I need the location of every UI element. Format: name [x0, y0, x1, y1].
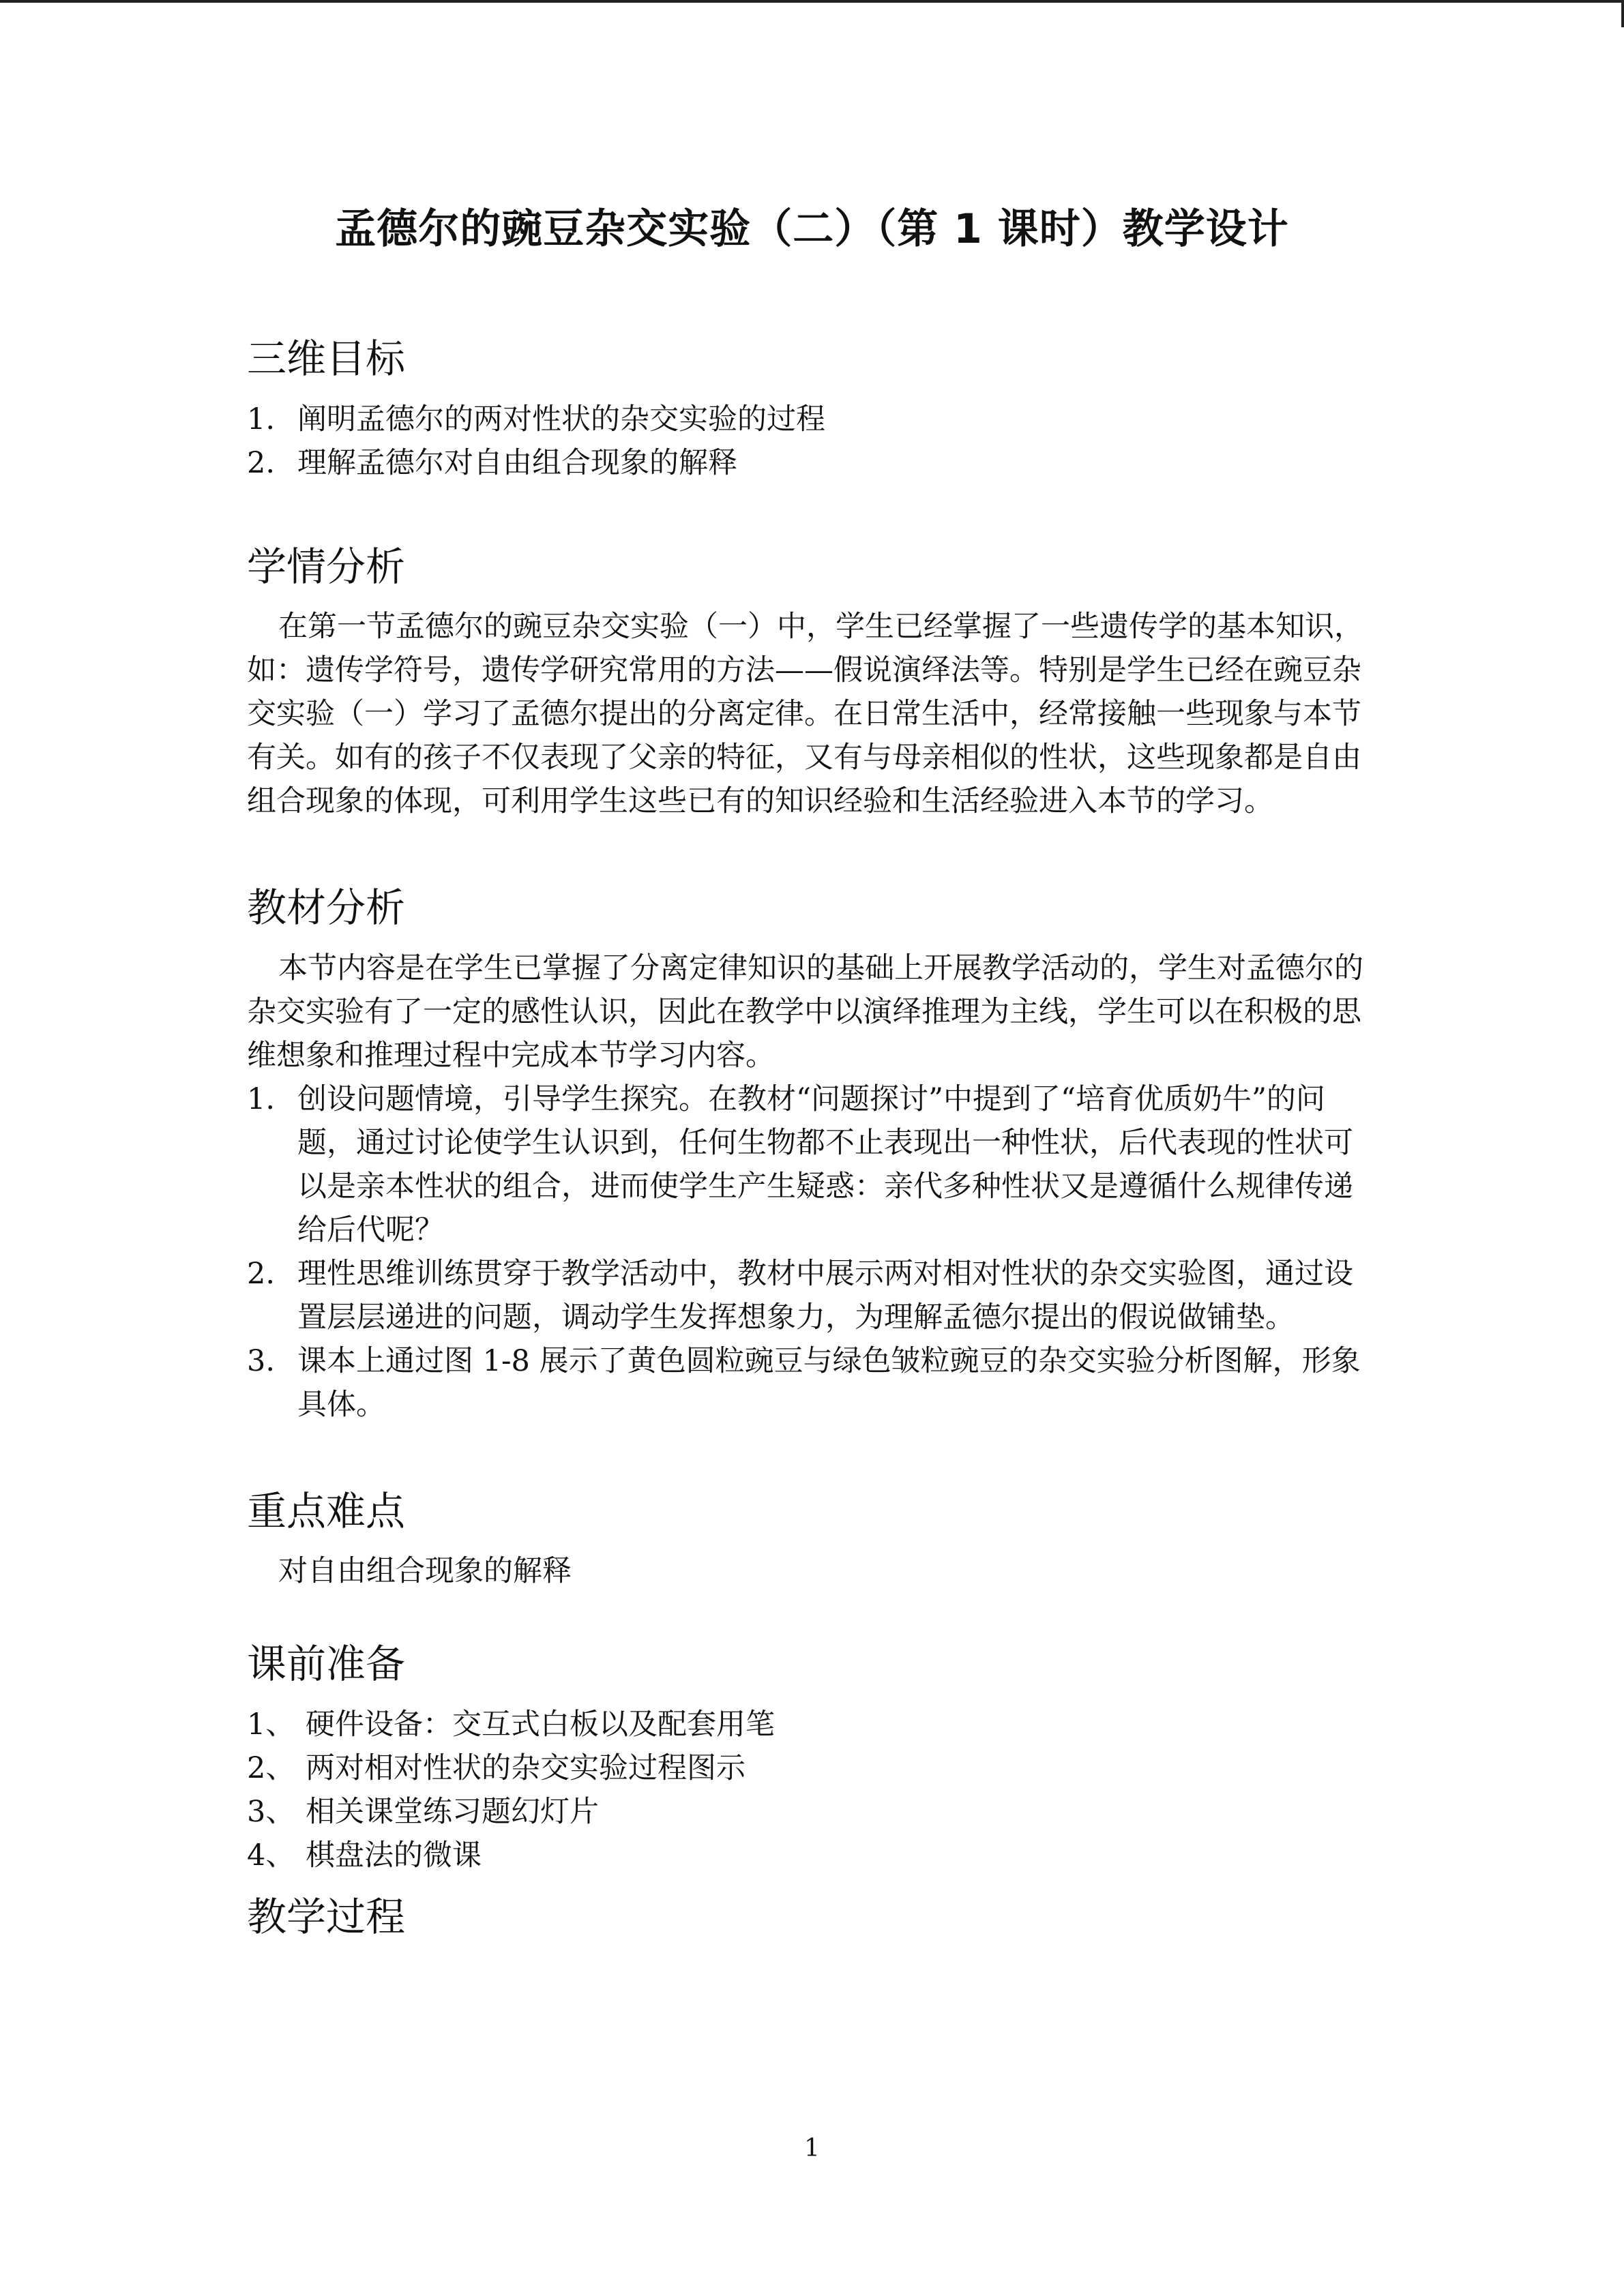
- goals-list: [247, 398, 1379, 485]
- material-analysis-list: [247, 1077, 1379, 1427]
- preparation-item: 3、 相关课堂练习题幻灯片: [247, 1794, 599, 1829]
- student-analysis-heading: 学情分析: [247, 543, 406, 590]
- key-points-paragraph: 对自由组合现象的解释: [278, 1554, 572, 1588]
- preparation-list: [247, 1703, 1379, 1877]
- document-title: 孟德尔的豌豆杂交实验（二）（第 1 课时）教学设计: [335, 205, 1289, 253]
- goals-item: 1. 阐明孟德尔的两对性状的杂交实验的过程: [247, 402, 825, 436]
- document-body: [247, 334, 1379, 1955]
- material-analysis-heading: 教材分析: [247, 884, 406, 931]
- preparation-heading: 课前准备: [247, 1641, 406, 1687]
- page-number: 1: [804, 2134, 820, 2162]
- preparation-item: 4、 棋盘法的微课: [247, 1838, 482, 1873]
- page-top-border: [0, 0, 1624, 3]
- goals-item: 2. 理解孟德尔对自由组合现象的解释: [247, 445, 737, 480]
- goals-heading: 三维目标: [247, 336, 406, 382]
- page-right-border: [1621, 0, 1624, 27]
- student-analysis-paragraph: 在第一节孟德尔的豌豆杂交实验（一）中，学生已经掌握了一些遗传学的基本知识，如：遗传学符号，遗传学研究常用的方法——假说演绎法等。特别是学生已经在豌豆杂交实验（一）学习了孟德尔提出的分离定律。在日常生活中，经常接触一些现象与本节有关。如有的孩子不仅表现了父亲的特征，又有与母亲相似的性状，这些现象都是自由组合现象的体现，可利用学生这些已有的知识经验和生活经验进入本节的学习。: [247, 610, 1363, 818]
- material-item: 3. 课本上通过图 1-8 展示了黄色圆粒豌豆与绿色皱粒豌豆的杂交实验分析图解，形象具体。: [247, 1343, 1361, 1422]
- material-item: 1. 创设问题情境，引导学生探究。在教材“问题探讨”中提到了“培育优质奶牛”的问题，通过讨论使学生认识到，任何生物都不止表现出一种性状，后代表现的性状可以是亲本性状的组合，进而使学生产生疑惑：亲代多种性状又是遵循什么规律传递给后代呢？: [247, 1082, 1353, 1247]
- material-analysis-paragraph: 本节内容是在学生已掌握了分离定律知识的基础上开展教学活动的，学生对孟德尔的杂交实验有了一定的感性认识，因此在教学中以演绎推理为主线，学生可以在积极的思维想象和推理过程中完成本节学习内容。: [247, 951, 1363, 1073]
- process-heading: 教学过程: [247, 1893, 406, 1940]
- preparation-item: 1、 硬件设备：交互式白板以及配套用笔: [247, 1707, 775, 1742]
- material-item: 2. 理性思维训练贯穿于教学活动中，教材中展示两对相对性状的杂交实验图，通过设置层层递进的问题，调动学生发挥想象力，为理解孟德尔提出的假说做铺垫。: [247, 1256, 1353, 1335]
- key-points-heading: 重点难点: [247, 1487, 406, 1534]
- preparation-item: 2、 两对相对性状的杂交实验过程图示: [247, 1750, 745, 1785]
